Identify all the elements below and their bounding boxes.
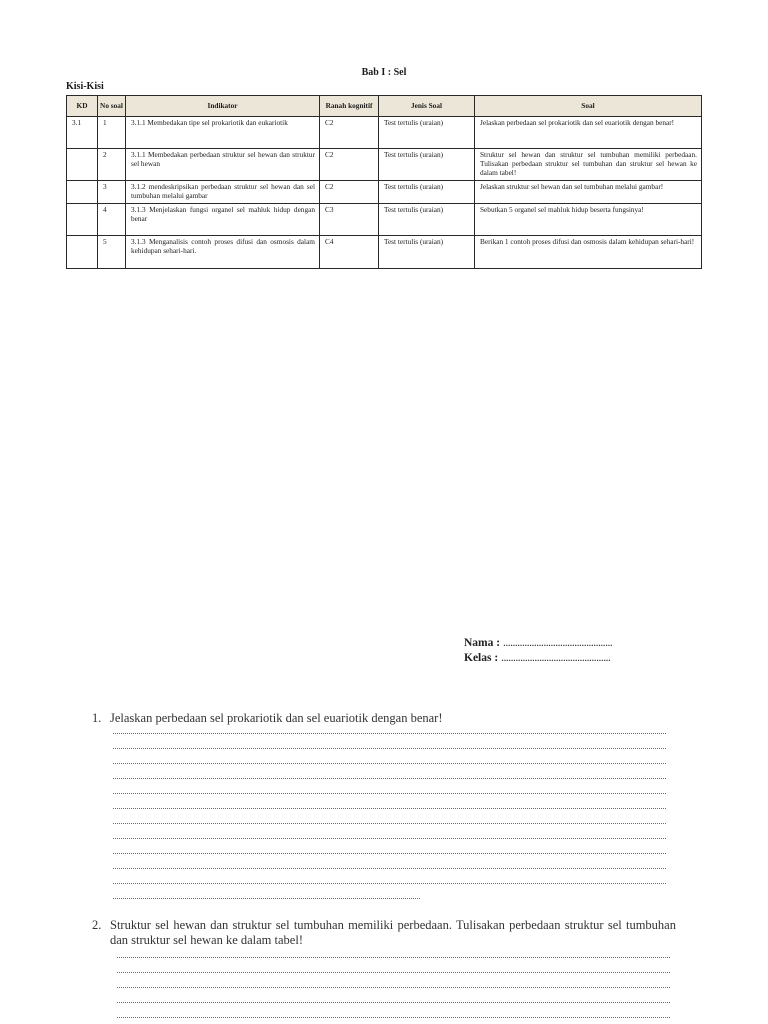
answer-line[interactable]: [113, 823, 666, 824]
cell-soal: Jelaskan struktur sel hewan dan sel tumbuhan melalui gambar!: [475, 181, 702, 204]
cell-ranah-kognitif: C2: [320, 181, 379, 204]
question-text: Struktur sel hewan dan struktur sel tumbuhan memiliki perbedaan. Tulisakan perbedaan struktur sel tumbuhan dan struktur sel hewan ke dalam tabel!: [110, 918, 676, 947]
cell-ranah-kognitif: C3: [320, 204, 379, 236]
cell-kd: [67, 149, 98, 181]
answer-line[interactable]: [113, 853, 666, 854]
answer-line[interactable]: [117, 957, 670, 958]
question-2: [92, 918, 677, 950]
column-header-jenis-soal: Jenis Soal: [379, 96, 475, 117]
kelas-label: Kelas :: [464, 652, 499, 664]
answer-line[interactable]: [113, 733, 666, 734]
answer-line[interactable]: [117, 987, 670, 988]
cell-jenis-soal: Test tertulis (uraian): [379, 181, 475, 204]
cell-kd: [67, 204, 98, 236]
column-header-soal: Soal: [475, 96, 702, 117]
column-header-no-soal: No soal: [98, 96, 126, 117]
table-row: [67, 149, 702, 181]
answer-line[interactable]: [113, 883, 666, 884]
cell-indikator: 3.1.1 Membedakan tipe sel prokariotik dan eukariotik: [126, 117, 320, 149]
cell-soal: Sebutkan 5 organel sel mahluk hidup beserta fungsinya!: [475, 204, 702, 236]
table-row: [67, 236, 702, 269]
table-row: [67, 117, 702, 149]
section-subtitle: Kisi-Kisi: [66, 81, 104, 92]
answer-line[interactable]: [113, 868, 666, 869]
answer-line[interactable]: [113, 778, 666, 779]
cell-kd: 3.1: [67, 117, 98, 149]
answer-line[interactable]: [113, 763, 666, 764]
cell-no-soal: 5: [98, 236, 126, 269]
nama-line: [464, 636, 612, 651]
cell-jenis-soal: Test tertulis (uraian): [379, 204, 475, 236]
answer-line[interactable]: [117, 1017, 670, 1018]
table-row: [67, 181, 702, 204]
cell-jenis-soal: Test tertulis (uraian): [379, 149, 475, 181]
column-header-kd: KD: [67, 96, 98, 117]
answer-line[interactable]: [113, 808, 666, 809]
question-number: 1.: [92, 711, 102, 725]
cell-ranah-kognitif: C2: [320, 149, 379, 181]
column-header-ranah-kognitif: Ranah kognitif: [320, 96, 379, 117]
cell-jenis-soal: Test tertulis (uraian): [379, 236, 475, 269]
cell-soal: Berikan 1 contoh proses difusi dan osmosis dalam kehidupan sehari-hari!: [475, 236, 702, 269]
question-number: 2.: [92, 918, 102, 932]
cell-kd: [67, 236, 98, 269]
cell-ranah-kognitif: C2: [320, 117, 379, 149]
kelas-field[interactable]: ..............................................: [501, 652, 611, 664]
nama-label: Nama :: [464, 637, 501, 649]
answer-line[interactable]: [113, 838, 666, 839]
cell-no-soal: 1: [98, 117, 126, 149]
nama-field[interactable]: ..............................................: [502, 637, 613, 649]
question-1: [92, 711, 672, 727]
cell-no-soal: 2: [98, 149, 126, 181]
student-identity-block: [464, 636, 612, 666]
cell-indikator: 3.1.1 Membedakan perbedaan struktur sel hewan dan struktur sel hewan: [126, 149, 320, 181]
cell-indikator: 3.1.2 mendeskripsikan perbedaan struktur sel hewan dan sel tumbuhan melalui gambar: [126, 181, 320, 204]
table-header-row: [67, 96, 702, 117]
answer-line[interactable]: [113, 748, 666, 749]
question-text: Jelaskan perbedaan sel prokariotik dan sel euariotik dengan benar!: [110, 711, 443, 725]
cell-ranah-kognitif: C4: [320, 236, 379, 269]
cell-no-soal: 4: [98, 204, 126, 236]
cell-indikator: 3.1.3 Menjelaskan fungsi organel sel mahluk hidup dengan benar: [126, 204, 320, 236]
cell-indikator: 3.1.3 Menganalisis contoh proses difusi dan osmosis dalam kehidupan sehari-hari.: [126, 236, 320, 269]
answer-line[interactable]: [113, 793, 666, 794]
cell-soal: Jelaskan perbedaan sel prokariotik dan sel euariotik dengan benar!: [475, 117, 702, 149]
answer-line[interactable]: [113, 898, 420, 899]
answer-line[interactable]: [117, 1002, 670, 1003]
cell-soal: Struktur sel hewan dan struktur sel tumbuhan memiliki perbedaan. Tulisakan perbedaan struktur sel tumbuhan dan struktur sel hewan ke dalam tabel!: [475, 149, 702, 181]
table-row: [67, 204, 702, 236]
cell-no-soal: 3: [98, 181, 126, 204]
answer-line[interactable]: [117, 972, 670, 973]
page-title: Bab I : Sel: [361, 67, 407, 78]
cell-kd: [67, 181, 98, 204]
column-header-indikator: Indikator: [126, 96, 320, 117]
kelas-line: [464, 651, 612, 666]
kisi-kisi-table: [66, 95, 702, 269]
cell-jenis-soal: Test tertulis (uraian): [379, 117, 475, 149]
